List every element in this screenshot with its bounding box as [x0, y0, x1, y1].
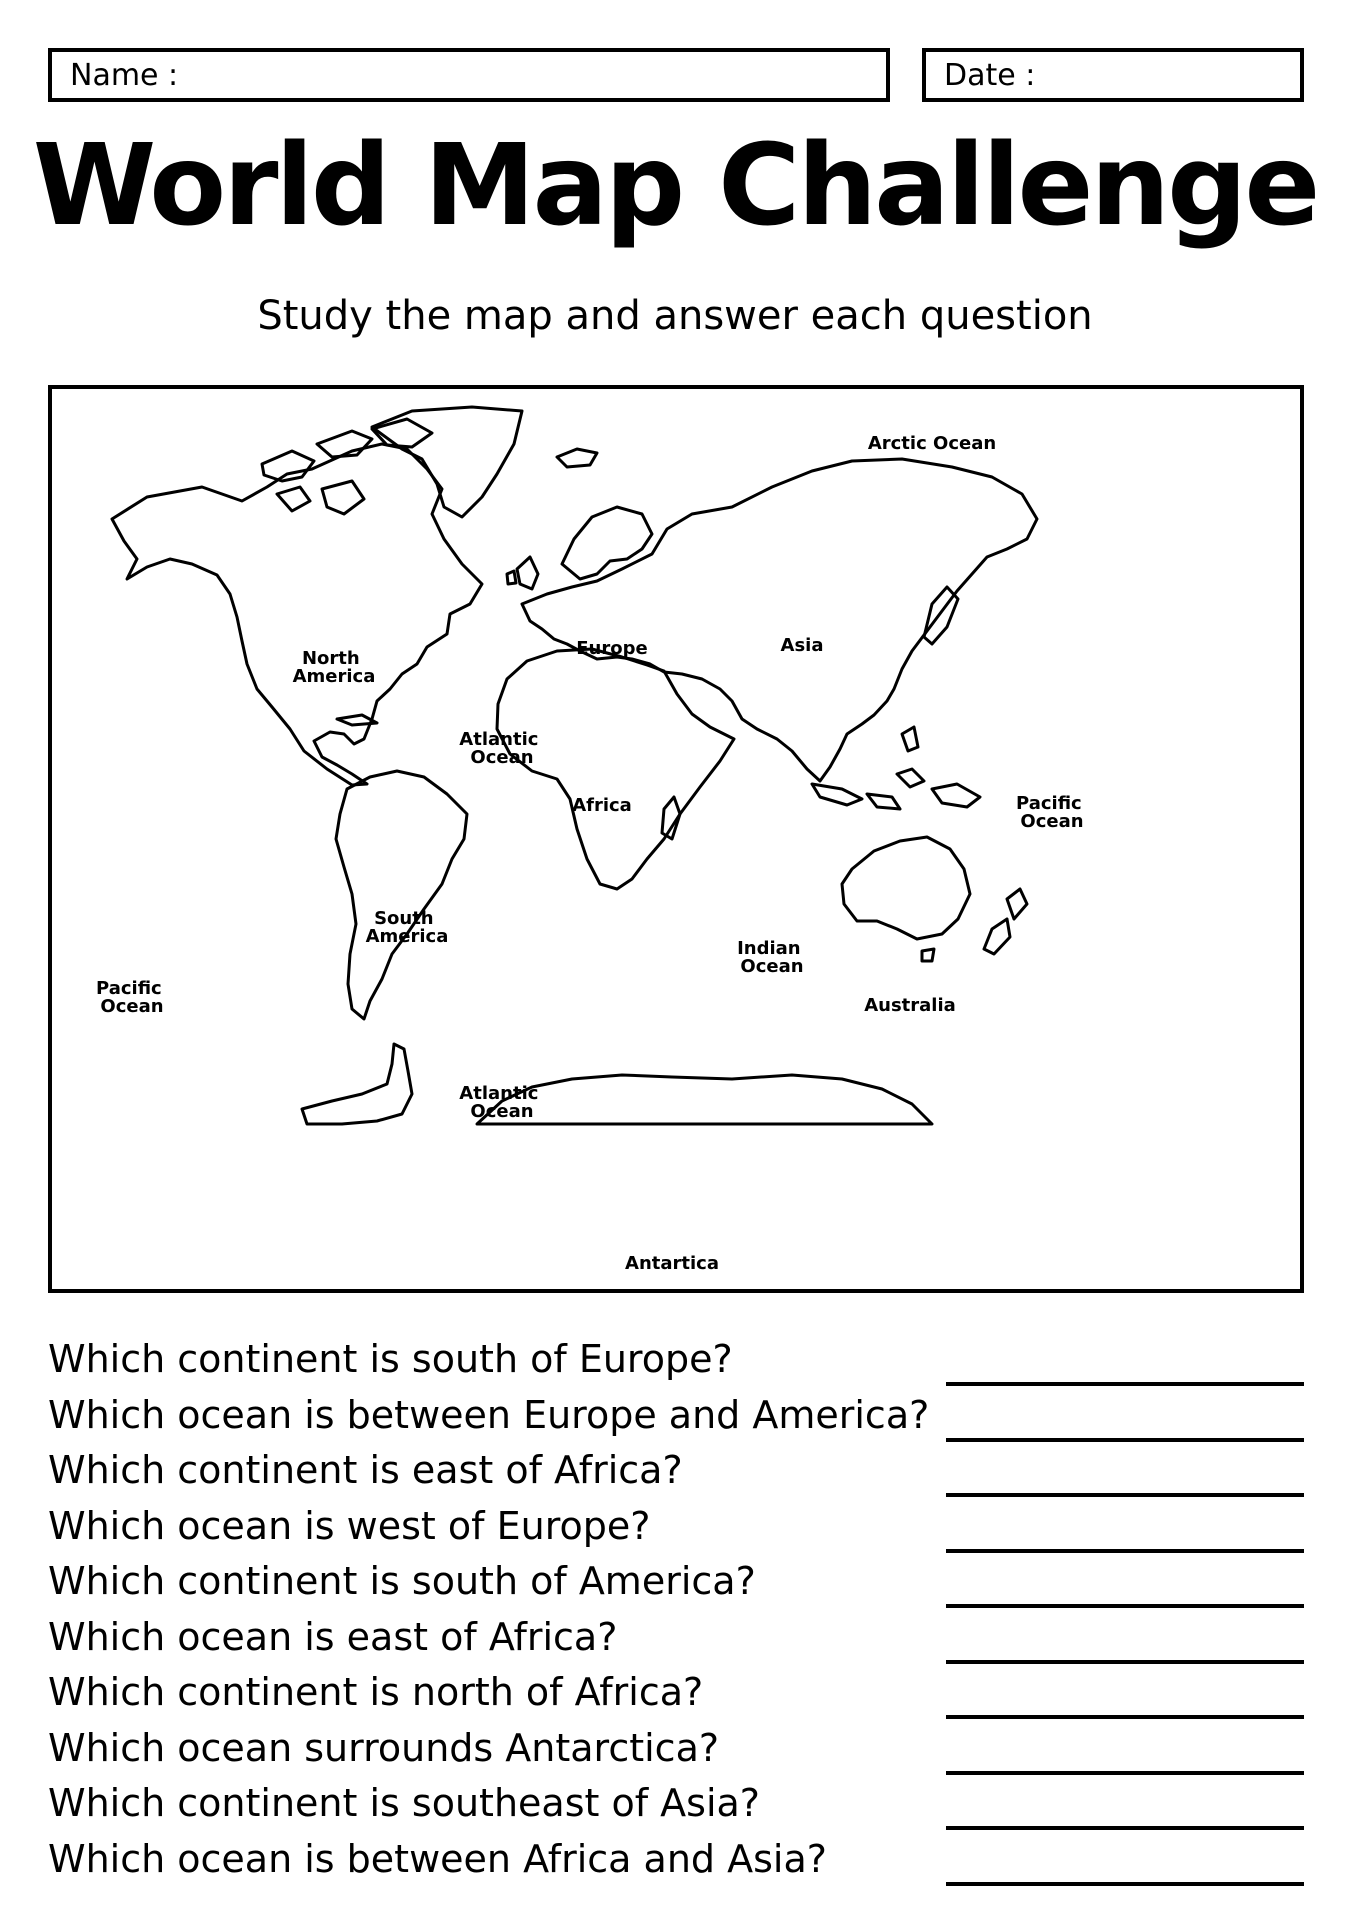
question-text: Which continent is east of Africa?: [48, 1448, 683, 1492]
label-africa: Africa: [572, 795, 632, 816]
label-atlantic-south: Atlantic Ocean: [459, 1083, 539, 1122]
answer-line[interactable]: [946, 1493, 1304, 1497]
answer-line[interactable]: [946, 1604, 1304, 1608]
question-text: Which ocean is between Europe and America?: [48, 1392, 930, 1437]
label-arctic-ocean: Arctic Ocean: [867, 433, 997, 454]
label-asia: Asia: [780, 635, 824, 656]
arctic-islands-outline: [262, 451, 314, 481]
question-row: [48, 1668, 1304, 1724]
new-guinea-outline: [932, 784, 980, 807]
label-indian-ocean: Indian Ocean: [737, 938, 804, 977]
name-label: Name :: [70, 58, 179, 93]
answer-line[interactable]: [946, 1549, 1304, 1553]
label-pacific-west: Pacific Ocean: [96, 978, 164, 1017]
worksheet-subtitle: Study the map and answer each question: [257, 293, 1093, 339]
question-text: Which ocean surrounds Antarctica?: [48, 1725, 720, 1770]
british-isles-outline: [517, 557, 538, 589]
question-row: [48, 1779, 1304, 1835]
answer-line[interactable]: [946, 1660, 1304, 1664]
eurasia-outline: [522, 459, 1037, 781]
new-zealand-outline: [1007, 889, 1027, 919]
worksheet-title: World Map Challenge: [32, 121, 1318, 251]
question-text: Which continent is southeast of Asia?: [48, 1781, 760, 1825]
africa-outline: [497, 649, 734, 889]
label-south-america: South America: [365, 908, 449, 947]
question-row: [48, 1724, 1304, 1780]
date-label: Date :: [944, 58, 1036, 93]
question-row: [48, 1502, 1304, 1558]
question-row: [48, 1335, 1304, 1391]
question-row: [48, 1391, 1304, 1447]
answer-line[interactable]: [946, 1882, 1304, 1886]
south-america-outline: [336, 771, 467, 1019]
question-row: [48, 1446, 1304, 1502]
question-row: [48, 1835, 1304, 1891]
antarctica-outline: [477, 1075, 932, 1124]
date-field[interactable]: [922, 48, 1304, 102]
madagascar-outline: [662, 797, 680, 839]
label-antarctica: Antartica: [625, 1253, 719, 1274]
world-map-drawing: [52, 389, 1300, 1289]
question-text: Which ocean is east of Africa?: [48, 1614, 618, 1659]
question-row: [48, 1613, 1304, 1669]
label-europe: Europe: [576, 638, 648, 659]
indonesia-outline: [812, 784, 862, 805]
north-america-outline: [112, 444, 482, 785]
answer-line[interactable]: [946, 1771, 1304, 1775]
question-text: Which continent is south of Europe?: [48, 1337, 733, 1381]
label-australia: Australia: [864, 995, 956, 1016]
question-text: Which continent is north of Africa?: [48, 1670, 704, 1714]
question-text: Which continent is south of America?: [48, 1559, 756, 1603]
scandinavia-outline: [562, 507, 652, 579]
japan-outline: [924, 587, 958, 644]
question-list: [48, 1335, 1304, 1890]
label-pacific-east: Pacific Ocean: [1016, 793, 1084, 832]
name-field[interactable]: [48, 48, 890, 102]
answer-line[interactable]: [946, 1826, 1304, 1830]
label-north-america: North America: [292, 648, 376, 687]
iceland-outline: [557, 449, 597, 467]
label-atlantic-north: Atlantic Ocean: [459, 729, 539, 768]
answer-line[interactable]: [946, 1715, 1304, 1719]
question-text: Which ocean is west of Europe?: [48, 1503, 651, 1548]
question-row: [48, 1557, 1304, 1613]
answer-line[interactable]: [946, 1438, 1304, 1442]
world-map: [48, 385, 1304, 1293]
question-text: Which ocean is between Africa and Asia?: [48, 1836, 827, 1881]
answer-line[interactable]: [946, 1382, 1304, 1386]
australia-outline: [842, 837, 970, 939]
